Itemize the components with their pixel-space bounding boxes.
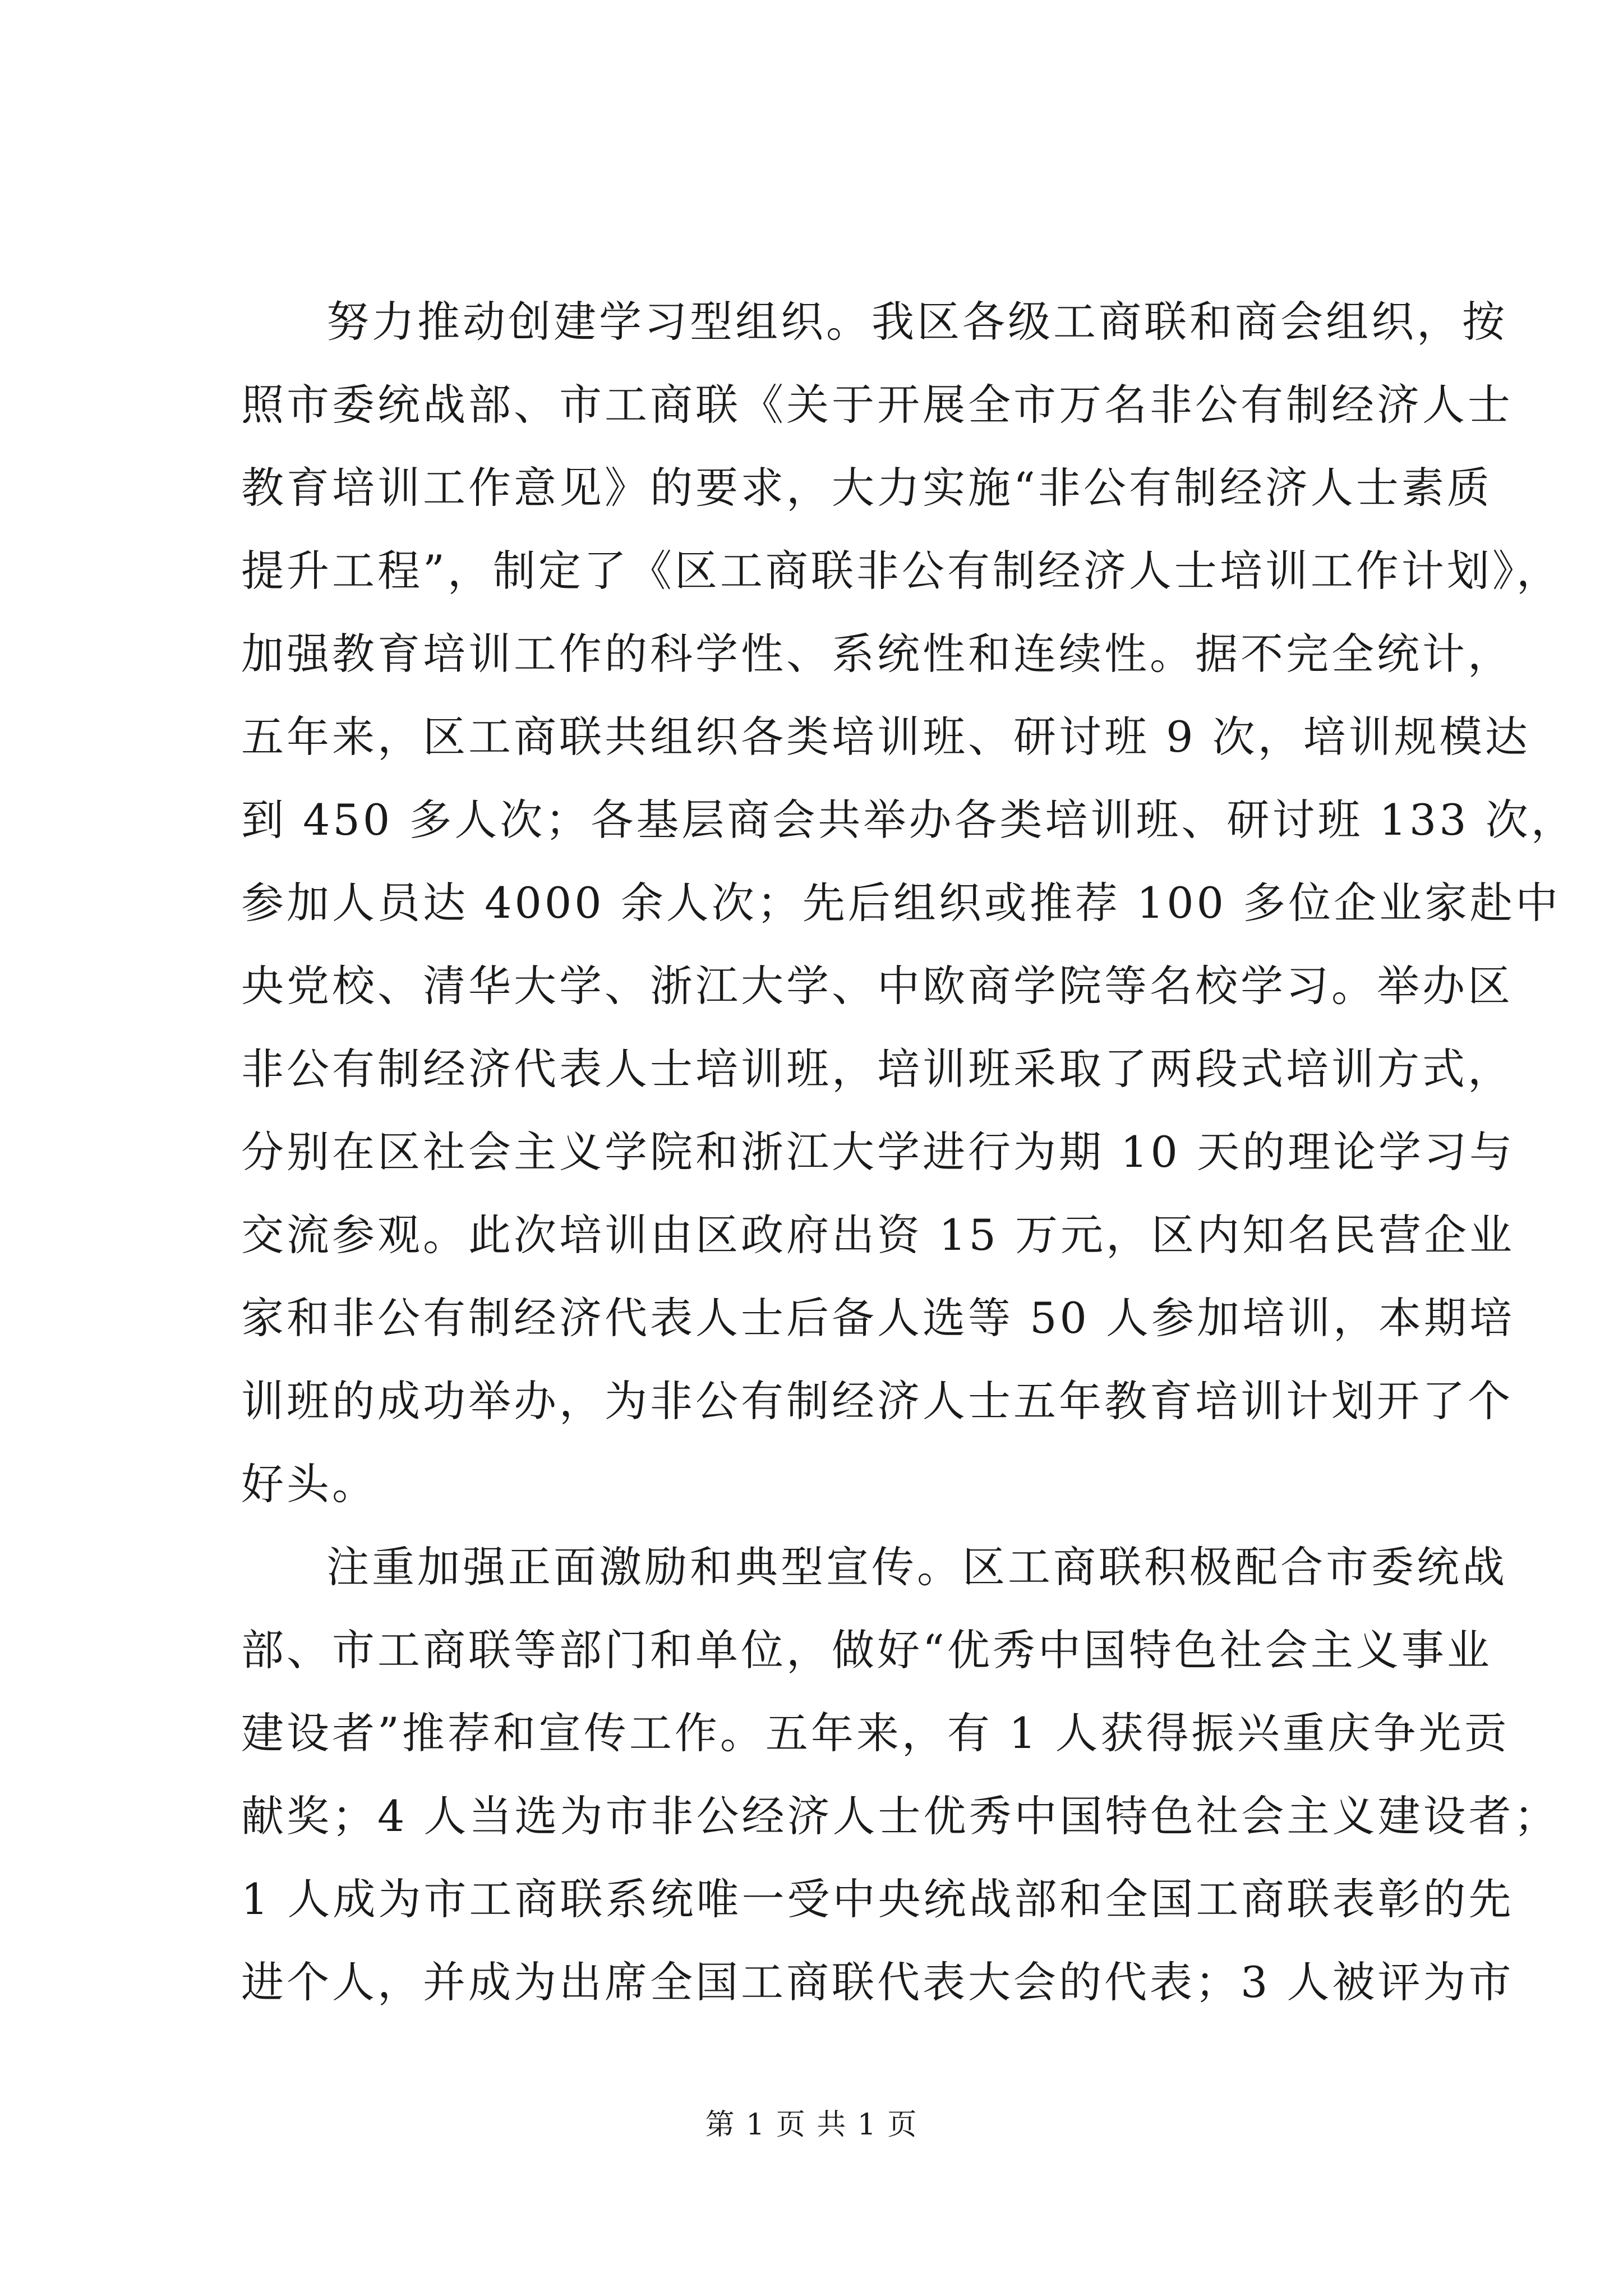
paragraph-1-line-9: 央党校、清华大学、浙江大学、中欧商学院等名校学习。举办区 (241, 961, 1513, 1011)
paragraph-1-line-3: 教育培训工作意见》的要求，大力实施“非公有制经济人士素质 (241, 463, 1492, 513)
paragraph-1-line-5: 加强教育培训工作的科学性、系统性和连续性。据不完全统计， (241, 629, 1513, 679)
paragraph-2-line-3: 建设者”推荐和宣传工作。五年来，有 1 人获得振兴重庆争光贡 (241, 1708, 1510, 1758)
paragraph-2-line-1: 注重加强正面激励和典型宣传。区工商联积极配合市委统战 (326, 1542, 1507, 1592)
paragraph-1-line-12: 交流参观。此次培训由区政府出资 15 万元，区内知名民营企业 (241, 1210, 1515, 1260)
paragraph-2-line-5: 1 人成为市工商联系统唯一受中央统战部和全国工商联表彰的先 (241, 1874, 1514, 1924)
paragraph-1-line-11: 分别在区社会主义学院和浙江大学进行为期 10 天的理论学习与 (241, 1127, 1515, 1177)
paragraph-2-line-2: 部、市工商联等部门和单位，做好“优秀中国特色社会主义事业 (241, 1625, 1492, 1675)
paragraph-1-line-14: 训班的成功举办，为非公有制经济人士五年教育培训计划开了个 (241, 1376, 1513, 1426)
paragraph-1-line-6: 五年来，区工商联共组织各类培训班、研讨班 9 次，培训规模达 (241, 712, 1530, 762)
paragraph-1-line-4: 提升工程”，制定了《区工商联非公有制经济人士培训工作计划》， (241, 546, 1562, 596)
paragraph-1-line-15: 好头。 (241, 1459, 377, 1509)
paragraph-1-line-2: 照市委统战部、市工商联《关于开展全市万名非公有制经济人士 (241, 380, 1513, 430)
paragraph-2-line-6: 进个人，并成为出席全国工商联代表大会的代表；3 人被评为市 (241, 1957, 1514, 2007)
paragraph-1-line-13: 家和非公有制经济代表人士后备人选等 50 人参加培训，本期培 (241, 1293, 1515, 1343)
paragraph-2-line-4: 献奖；4 人当选为市非公经济人士优秀中国特色社会主义建设者； (241, 1791, 1560, 1841)
paragraph-1-line-1: 努力推动创建学习型组织。我区各级工商联和商会组织，按 (326, 297, 1507, 347)
paragraph-1-line-7: 到 450 多人次；各基层商会共举办各类培训班、研讨班 133 次， (241, 795, 1576, 845)
page-number-footer: 第 1 页 共 1 页 (705, 2108, 918, 2142)
document-body (241, 280, 1576, 2024)
paragraph-1-line-8: 参加人员达 4000 余人次；先后组织或推荐 100 多位企业家赴中 (241, 878, 1561, 928)
paragraph-1-line-10: 非公有制经济代表人士培训班，培训班采取了两段式培训方式， (241, 1044, 1513, 1094)
